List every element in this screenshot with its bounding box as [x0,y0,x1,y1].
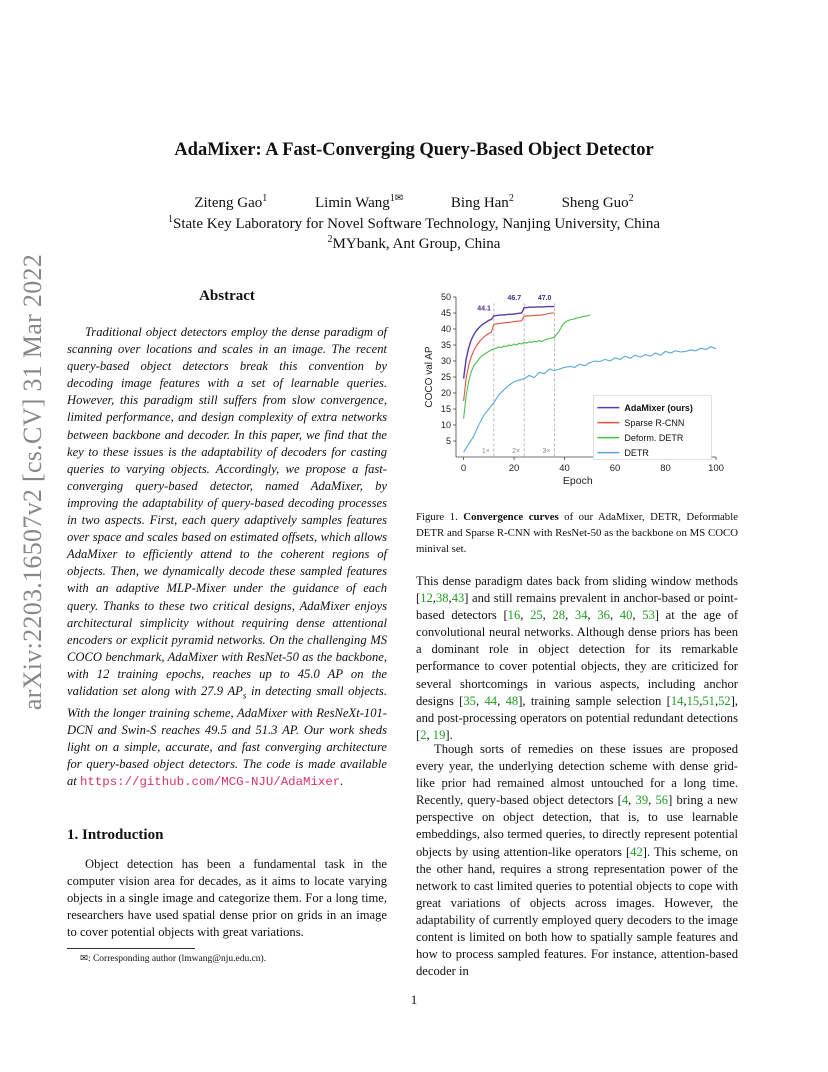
citation-link[interactable]: 36 [597,608,610,623]
author-list [0,193,828,212]
y-tick-label: 30 [440,356,451,366]
citation-link[interactable]: 19 [432,727,446,742]
citation-link[interactable]: 28 [552,608,566,623]
intro-paragraph: Object detection has been a fundamental task in the computer vision area for decades, as it aims to locate varying objects in a single image and categorize them. For a long time, researchers have used spatial dense prior on grids in an image to cover potential objects with great variations. [67,857,387,940]
affiliation-text: MYbank, Ant Group, China [332,236,501,252]
paragraph-text: , [432,591,436,606]
author [315,195,403,211]
y-tick-label: 10 [440,420,451,430]
abstract-text-cont: in detecting small objects. With the longer training scheme, AdaMixer with ResNeXt-101-DCN and Swin-S reaches 49.5 and 51.3 AP. Our work sheds light on a simple, accurate, and fast converging architecture for query-based object detectors. The code is made available at [67,683,387,788]
citation-link[interactable]: 25 [530,608,543,623]
citation-link[interactable]: 35 [463,693,476,708]
citation-link[interactable]: 53 [642,608,655,623]
x-tick-label: 60 [609,463,621,474]
citation-link[interactable]: 44 [484,693,498,708]
abstract-end: . [340,773,344,788]
marker-value-label: 47.0 [537,295,552,303]
citation-link[interactable]: 15 [686,693,700,708]
legend-entry: DETR [624,448,649,459]
series-line-sparse-r-cnn [464,313,555,401]
abstract-text: Traditional object detectors employ the dense paradigm of scanning over locations and scales in an image. The recent query-based object detectors break this convention by decoding image features with a set of learnable queries. However, this paradigm still suffers from slow convergence, limited performance, and design complexity of extra networks between backbone and decoder. In this paper, we find that the key to these issues is the adaptability of decoders for casting queries to varying objects. Accordingly, we propose a fast-converging query-based detector, named AdaMixer, by improving the adaptability of query-based decoding processes in two aspects. First, each query adaptively samples features over space and scales based on estimated offsets, which allows AdaMixer to efficiently attend to the coherent regions of objects. Then, we dynamically decode these sampled features with an adaptive MLP-Mixer under the guidance of each query. Thanks to these two critical designs, AdaMixer enjoys architectural simplicity without requiring dense attentional encoders or explicit pyramid networks. On the challenging MS COCO benchmark, AdaMixer with ResNet-50 as the backbone, with 12 training epochs, reaches up to 45.0 AP on the validation set along with 27.9 AP [67,325,387,698]
abstract-body [67,324,387,791]
abstract-heading: Abstract [199,288,255,304]
chart-svg [420,287,740,497]
paragraph-text: , [520,608,531,623]
affiliation [0,234,828,253]
paragraph-text: Though sorts of remedies on these issues are proposed every year, the underlying detection scheme with dense grid-like prior had remained almost untouched for a long time. Recently, query-based object detectors [ [416,742,738,808]
y-axis-label: COCO val AP [424,346,435,408]
paragraph-text: , [565,608,575,623]
paragraph-text: This dense paradigm dates back from sliding window methods [ [416,574,738,606]
citation-link[interactable]: 4 [621,793,629,808]
legend-entry: Sparse R-CNN [624,418,685,429]
citation-link[interactable]: 12 [420,591,433,606]
y-tick-label: 50 [440,292,451,302]
paragraph-text: , [542,608,553,623]
citation-link[interactable]: 42 [630,844,643,859]
affiliation-sup: 1 [167,214,173,225]
citation-link[interactable]: 16 [507,608,521,623]
footnote: ✉: Corresponding author (lmwang@nju.edu.cn). [80,954,267,964]
series-line-adamixer-ours- [464,307,555,379]
author-sup: 2 [508,193,514,204]
y-tick-label: 35 [440,340,451,350]
legend-entry: AdaMixer (ours) [624,403,693,414]
x-tick-label: 0 [460,463,467,474]
y-tick-label: 20 [440,388,451,398]
paragraph-text: ]. [445,727,453,742]
author-sup: 1 [262,193,268,204]
paragraph-text: , [609,608,620,623]
epoch-marker-label: 3× [542,448,551,455]
affiliation-text: State Key Laboratory for Novel Software Technology, Nanjing University, China [172,216,661,232]
paragraph-text: , [448,591,452,606]
author-name: Limin Wang [314,195,390,211]
paper-title: AdaMixer: A Fast-Converging Query-Based Object Detector [174,140,654,160]
y-tick-label: 45 [440,308,451,318]
citation-link[interactable]: 39 [635,793,649,808]
paragraph-text: , [587,608,598,623]
code-link[interactable]: https://github.com/MCG-NJU/AdaMixer [79,774,341,789]
author-name: Ziteng Gao [194,195,263,211]
paragraph-text: , [714,693,719,708]
figure-caption [416,509,738,557]
citation-link[interactable]: 40 [619,608,633,623]
affiliation-sup: 2 [327,234,333,245]
page-number: 1 [410,992,418,1007]
paragraph-text: , [426,727,433,742]
citation-link[interactable]: 2 [420,727,427,742]
x-tick-label: 80 [660,463,671,474]
x-tick-label: 100 [708,463,724,474]
affiliation [0,214,828,233]
epoch-marker-label: 2× [512,448,521,455]
citation-link[interactable]: 43 [451,591,465,606]
x-tick-label: 20 [508,463,520,474]
paragraph-text: , [683,693,687,708]
citation-link[interactable]: 48 [505,693,519,708]
y-tick-label: 25 [440,372,451,382]
author [451,195,514,211]
x-axis-label: Epoch [562,475,593,487]
caption-bold: Convergence curves [463,511,559,523]
author-sup: 1✉ [389,193,404,204]
marker-value-label: 44.1 [477,305,491,313]
x-tick-label: 40 [559,463,570,474]
paragraph-text: ], and post-processing operators on potential redundant detections [ [416,693,739,742]
legend-entry: Deform. DETR [624,433,684,444]
paragraph-text: , [648,793,656,808]
paragraph-text: ] bring a new perspective on object detection, that is, to use learnable embeddings, also termed queries, to directly represent potential objects by using attention-like operators [ [416,793,739,859]
author-sup: 2 [628,193,634,204]
paragraph-text: , [699,693,703,708]
author-name: Bing Han [450,195,509,211]
footnote-rule [67,948,195,949]
caption-text: of our AdaMixer, DETR, Deformable DETR and Sparse R-CNN with ResNet-50 as the backbone on MS COCO minival set. [416,511,738,555]
citation-link[interactable]: 56 [655,793,669,808]
paragraph-text: , [475,693,485,708]
marker-value-label: 46.7 [507,295,522,303]
paragraph-text: , [497,693,506,708]
citation-link[interactable]: 34 [574,608,588,623]
paragraph-text: ], training sample selection [ [518,693,671,708]
y-tick-label: 5 [445,436,451,446]
author [194,195,267,211]
paragraph-text: ] and still remains prevalent in anchor-based or point-based detectors [ [416,591,738,623]
citation-link[interactable]: 14 [670,693,684,708]
author-name: Sheng Guo [561,195,629,211]
author [562,195,634,211]
paragraph-text: ]. This scheme, on the other hand, requires a strong representation power of the network to cast limited queries to potential objects to cope with great variations of objects across images. However, the adaptability of currently employed query decoders to the image content is limited on both how to spatially sample features and how to process sampled features. For instance, attention-based decoder in [416,844,738,979]
epoch-marker-label: 1× [481,448,490,455]
y-tick-label: 40 [440,324,451,334]
paragraph-text: , [628,793,636,808]
paragraph-text: , [632,608,643,623]
paragraph-text: ] at the age of convolutional neural networks. Although dense priors has been a dominant role in object detection for its remarkable performance to cover potential objects, they are criticized for several shortcomings in various aspects, including anchor designs [ [416,608,739,708]
arxiv-sidebar-stamp: arXiv:2203.16507v2 [cs.CV] 31 Mar 2022 [18,253,47,711]
abstract-subscript: s [242,690,247,701]
y-tick-label: 15 [440,404,451,414]
section-heading-introduction: 1. Introduction [67,827,164,843]
figure-convergence-chart [420,287,740,497]
caption-label: Figure 1. [416,511,458,523]
citation-link[interactable]: 51 [702,693,715,708]
citation-link[interactable]: 52 [718,693,731,708]
body-paragraph [416,573,738,744]
body-paragraph [416,741,738,980]
citation-link[interactable]: 38 [435,591,449,606]
